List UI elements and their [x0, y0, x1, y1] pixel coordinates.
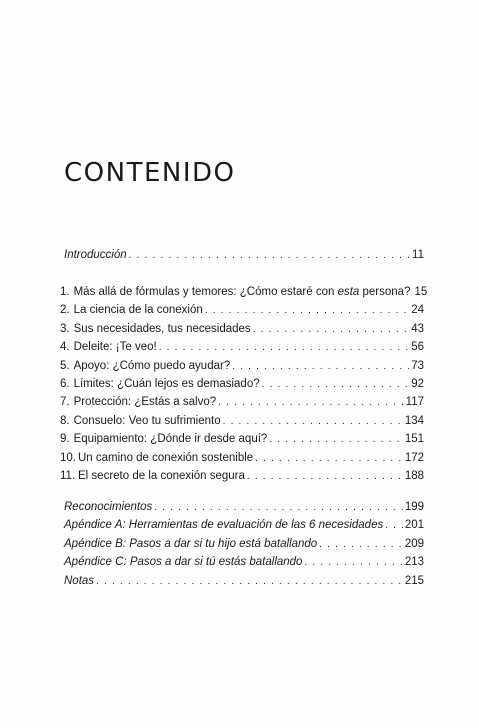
entry-number: 2. — [60, 304, 70, 317]
toc-back-matter — [64, 501, 424, 593]
entry-page: 188 — [404, 469, 424, 482]
toc-entry[interactable] — [64, 519, 424, 537]
entry-page: 73 — [411, 359, 424, 372]
entry-label: Notas — [64, 574, 95, 587]
entry-label: Deleite: ¡Te veo! — [73, 341, 157, 354]
entry-number: 4. — [60, 341, 70, 354]
toc-entry[interactable] — [64, 556, 424, 574]
dot-leader — [262, 379, 410, 390]
entry-number: 5. — [60, 359, 70, 372]
dot-leader — [269, 434, 403, 445]
entry-page: 201 — [404, 519, 424, 532]
entry-page: 11 — [412, 249, 424, 261]
toc-introduction — [64, 249, 424, 267]
entry-page: 199 — [404, 501, 424, 513]
toc-entry[interactable] — [60, 378, 424, 396]
entry-page: 117 — [405, 396, 424, 409]
toc-entry[interactable] — [60, 396, 424, 414]
entry-label: Apéndice A: Herramientas de evaluación de las 6 necesidades — [64, 519, 384, 532]
entry-number: 1. — [60, 286, 70, 298]
entry-label: Límites: ¿Cuán lejos es demasiado? — [73, 377, 260, 390]
entry-label: El secreto de la conexión segura — [78, 469, 245, 482]
entry-label: Apéndice B: Pasos a dar si tu hijo está batallando — [64, 537, 318, 550]
dot-leader — [159, 342, 410, 353]
entry-page: 92 — [411, 377, 424, 390]
entry-page: 43 — [411, 322, 424, 335]
toc-entry[interactable] — [64, 501, 424, 519]
entry-label: Reconocimientos — [64, 501, 153, 513]
dot-leader — [154, 502, 403, 513]
entry-label: La ciencia de la conexión — [73, 304, 203, 317]
entry-label: Un camino de conexión sostenible — [78, 451, 254, 464]
entry-page: 209 — [404, 537, 424, 550]
dot-leader — [255, 453, 403, 464]
entry-page: 24 — [411, 304, 424, 317]
entry-label: Apoyo: ¿Cómo puedo ayudar? — [73, 359, 231, 372]
entry-label: Consuelo: Veo tu sufrimiento — [73, 414, 221, 427]
dot-leader — [247, 471, 403, 482]
toc-entry[interactable] — [64, 249, 424, 267]
toc-entry[interactable] — [64, 575, 424, 593]
entry-number: 10. — [60, 451, 76, 464]
toc-entry[interactable] — [60, 360, 424, 378]
dot-leader — [129, 250, 410, 261]
entry-number: 6. — [60, 377, 70, 390]
toc-entry[interactable] — [60, 470, 424, 488]
entry-number: 3. — [60, 322, 70, 335]
dot-leader — [205, 305, 409, 316]
toc-chapters — [60, 286, 428, 488]
toc-entry[interactable] — [60, 304, 424, 322]
toc-entry[interactable] — [60, 452, 424, 470]
entry-number: 11. — [60, 469, 76, 482]
entry-label: Sus necesidades, tus necesidades — [73, 322, 251, 335]
entry-page: 15 — [414, 286, 428, 298]
toc-entry[interactable] — [60, 415, 424, 433]
dot-leader — [232, 361, 409, 372]
dot-leader — [218, 397, 404, 408]
page-title: CONTENIDO — [64, 158, 236, 188]
dot-leader — [319, 539, 403, 550]
entry-number: 9. — [60, 433, 70, 446]
entry-number: 8. — [60, 414, 70, 427]
entry-number: 7. — [60, 396, 70, 409]
dot-leader — [96, 576, 403, 587]
toc-entry[interactable] — [64, 538, 424, 556]
dot-leader — [385, 520, 403, 531]
dot-leader — [253, 324, 410, 335]
dot-leader — [223, 416, 403, 427]
entry-page: 213 — [404, 556, 424, 569]
entry-page: 134 — [404, 414, 424, 427]
toc-entry[interactable] — [60, 341, 424, 359]
entry-page: 215 — [404, 574, 424, 587]
toc-entry[interactable] — [60, 433, 424, 451]
entry-page: 151 — [404, 433, 424, 446]
dot-leader — [304, 557, 402, 568]
entry-label: Protección: ¿Estás a salvo? — [73, 396, 217, 409]
entry-label: Equipamiento: ¿Dónde ir desde aquí? — [73, 433, 268, 446]
toc-entry[interactable] — [60, 286, 428, 304]
entry-page: 172 — [404, 451, 424, 464]
entry-label: Introducción — [64, 249, 127, 261]
entry-label: Apéndice C: Pasos a dar si tú estás batallando — [64, 556, 303, 569]
entry-page: 56 — [411, 341, 424, 354]
entry-label: Más allá de fórmulas y temores: ¿Cómo estaré con esta persona? — [73, 286, 411, 298]
toc-entry[interactable] — [60, 323, 424, 341]
